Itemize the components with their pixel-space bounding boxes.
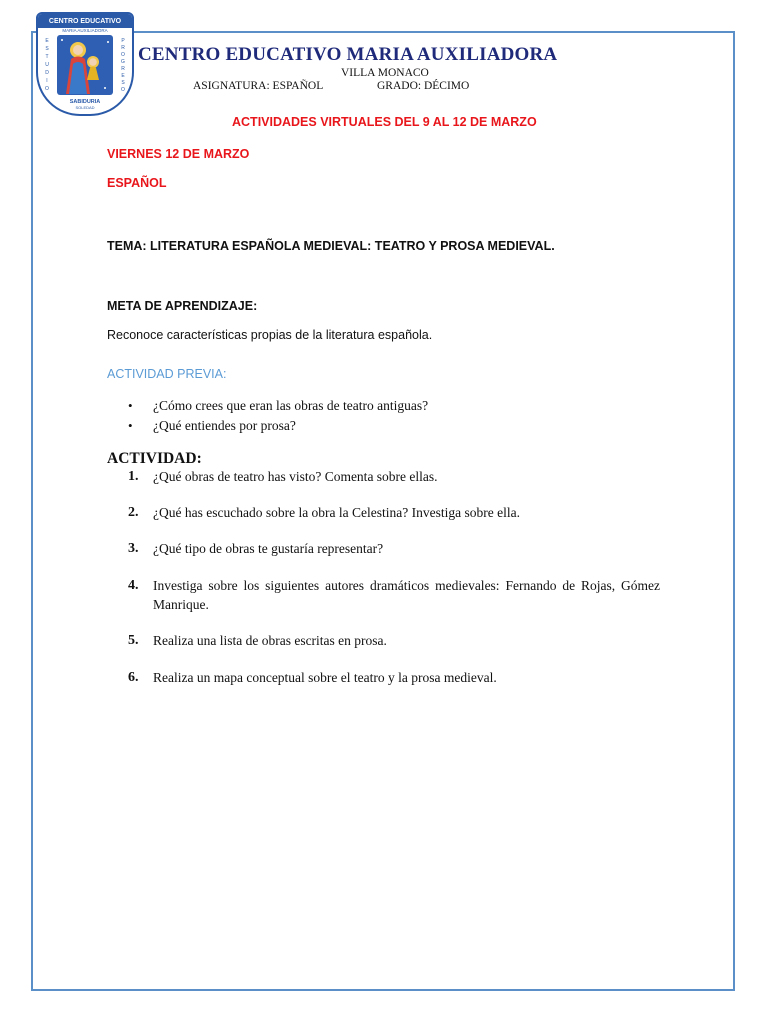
course-heading: ESPAÑOL bbox=[107, 176, 167, 190]
svg-text:O: O bbox=[121, 52, 125, 58]
item-text: Investiga sobre los siguientes autores dramáticos medievales: Fernando de Rojas, Gómez Manrique. bbox=[153, 578, 660, 612]
item-number: 4. bbox=[128, 578, 139, 593]
svg-text:E: E bbox=[121, 73, 125, 79]
svg-text:S: S bbox=[121, 80, 125, 86]
item-text: Realiza un mapa conceptual sobre el teatro y la prosa medieval. bbox=[153, 670, 497, 685]
bullet-icon: • bbox=[128, 398, 133, 413]
goal-text: Reconoce características propias de la literatura española. bbox=[107, 328, 433, 342]
svg-text:O: O bbox=[121, 87, 125, 93]
school-logo bbox=[36, 12, 134, 116]
item-number: 5. bbox=[128, 633, 139, 648]
date-heading: VIERNES 12 DE MARZO bbox=[107, 147, 250, 161]
list-item bbox=[128, 631, 660, 650]
list-item bbox=[128, 503, 660, 522]
list-item bbox=[128, 396, 428, 416]
svg-text:S: S bbox=[45, 46, 49, 52]
bullet-icon: • bbox=[128, 418, 133, 433]
item-text: ¿Qué has escuchado sobre la obra la Celestina? Investiga sobre ella. bbox=[153, 505, 520, 520]
logo-top-text: CENTRO EDUCATIVO bbox=[48, 18, 122, 25]
subject: ASIGNATURA: ESPAÑOL bbox=[193, 80, 324, 92]
svg-text:E: E bbox=[45, 38, 49, 44]
goal-label: META DE APRENDIZAJE: bbox=[107, 299, 258, 313]
svg-text:U: U bbox=[45, 62, 49, 68]
logo-bottom-sub: SOLEDAD bbox=[75, 105, 95, 110]
logo-bottom-text: SABIDURIA bbox=[69, 99, 101, 105]
svg-text:O: O bbox=[45, 86, 49, 92]
item-number: 1. bbox=[128, 469, 139, 484]
grade: GRADO: DÉCIMO bbox=[377, 80, 470, 92]
topic: TEMA: LITERATURA ESPAÑOLA MEDIEVAL: TEATRO Y PROSA MEDIEVAL. bbox=[107, 239, 555, 253]
activities-title: ACTIVIDADES VIRTUALES DEL 9 AL 12 DE MARZO bbox=[232, 115, 537, 129]
previous-activity-label: ACTIVIDAD PREVIA: bbox=[107, 367, 227, 381]
school-name: CENTRO EDUCATIVO MARIA AUXILIADORA bbox=[138, 44, 558, 65]
item-number: 3. bbox=[128, 541, 139, 556]
item-number: 2. bbox=[128, 505, 139, 520]
svg-text:I: I bbox=[46, 78, 48, 84]
item-number: 6. bbox=[128, 670, 139, 685]
logo-sub-text: MARIA AUXILIADORA bbox=[62, 28, 108, 33]
svg-text:P: P bbox=[121, 38, 125, 44]
svg-text:G: G bbox=[121, 59, 125, 65]
question-text: ¿Cómo crees que eran las obras de teatro antiguas? bbox=[153, 398, 429, 413]
location: VILLA MONACO bbox=[341, 67, 429, 79]
item-text: ¿Qué obras de teatro has visto? Comenta sobre ellas. bbox=[153, 469, 438, 484]
activity-label: ACTIVIDAD: bbox=[107, 450, 202, 467]
svg-text:R: R bbox=[121, 45, 125, 51]
list-item bbox=[128, 576, 660, 614]
item-text: ¿Qué tipo de obras te gustaría representar? bbox=[153, 541, 384, 556]
list-item bbox=[128, 539, 660, 558]
svg-text:D: D bbox=[45, 70, 49, 76]
item-text: Realiza una lista de obras escritas en prosa. bbox=[153, 633, 387, 648]
list-item bbox=[128, 668, 660, 687]
question-text: ¿Qué entiendes por prosa? bbox=[153, 418, 296, 433]
svg-text:T: T bbox=[45, 54, 49, 60]
list-item bbox=[128, 467, 660, 486]
svg-text:R: R bbox=[121, 66, 125, 72]
school-crest-icon bbox=[38, 14, 132, 114]
previous-questions-list bbox=[128, 396, 428, 436]
list-item bbox=[128, 416, 428, 436]
